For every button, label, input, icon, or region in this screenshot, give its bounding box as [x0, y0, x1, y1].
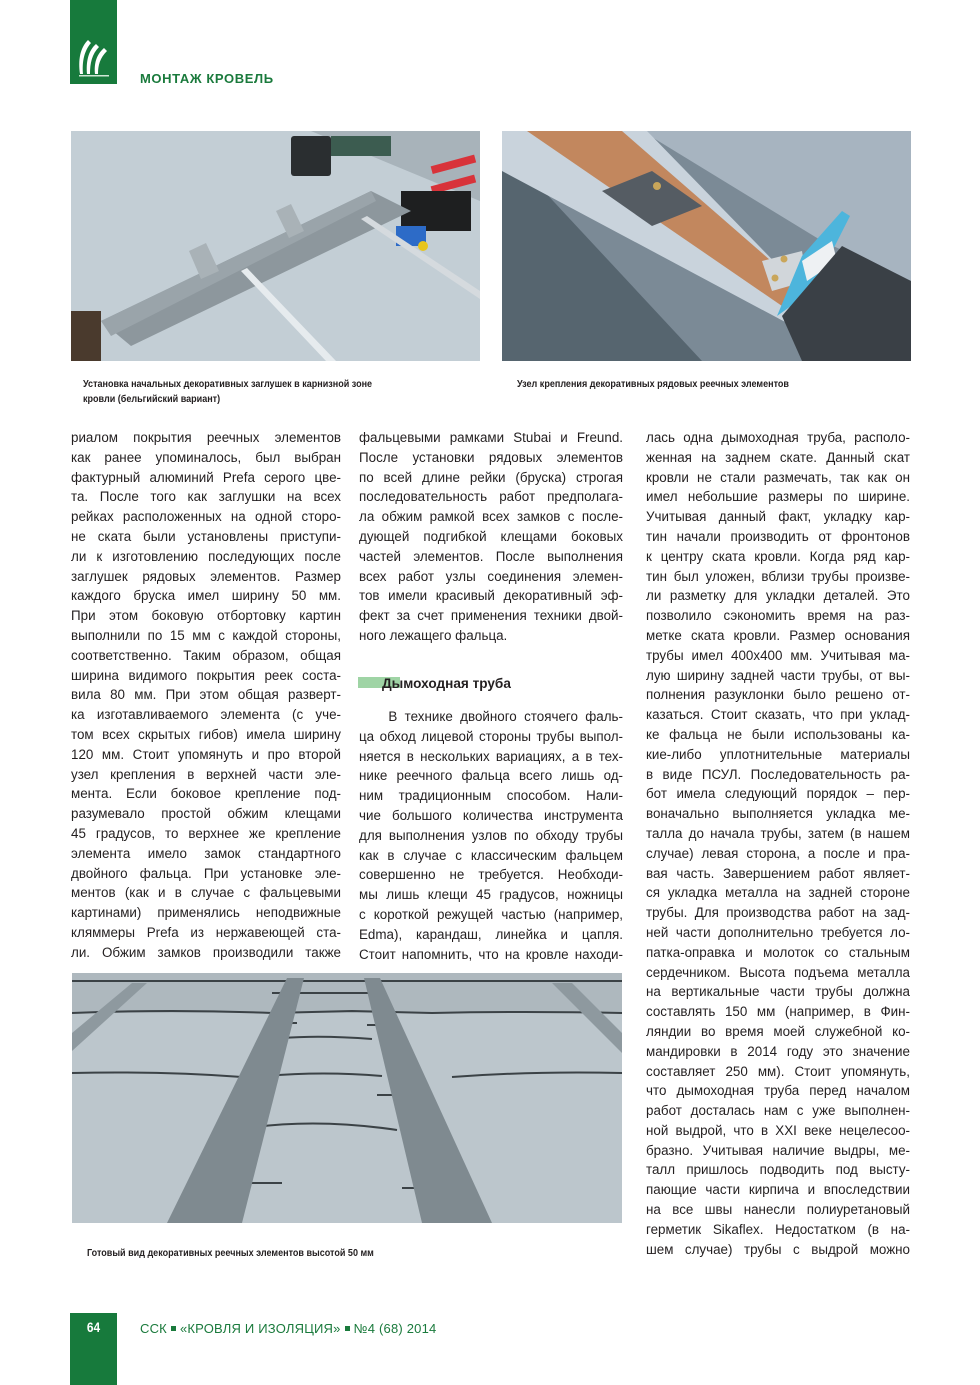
text-line-content: метке ската кровли. Размер основания	[646, 627, 910, 643]
figure-caption-3: Готовый вид декоративных реечных элементов высотой 50 мм	[87, 1247, 374, 1259]
text-line-content: фактурный алюминий Prefa серого цве-	[71, 469, 341, 485]
text-line	[646, 1240, 910, 1260]
text-line	[359, 586, 623, 606]
text-line	[71, 923, 341, 943]
text-line-content: трубы имел 400х400 мм. Учитывая ма-	[646, 647, 910, 663]
text-line-content: лась одна дымоходная труба, располо-	[646, 430, 910, 445]
text-line	[646, 586, 910, 606]
text-line-content: 120 мм. Стоит упомянуть и про второй	[71, 746, 341, 762]
text-line-content: картинами) применялись неподвижные	[71, 905, 341, 921]
text-line-content: ли разметку для укладки деталей. Это	[646, 588, 910, 604]
text-line	[71, 943, 341, 963]
text-line-content: тин был уложен, вблизи трубы произве-	[646, 568, 910, 584]
text-line-content: выполнили по 15 мм с каждой стороны,	[71, 627, 341, 643]
text-line-content: ке фальца не были использованы ка-	[646, 726, 910, 742]
text-line-content: на все швы нанесли полиуретановый	[646, 1202, 910, 1218]
text-line	[71, 745, 341, 765]
text-line	[359, 826, 623, 846]
text-line	[359, 925, 623, 945]
text-line-content: том всех скрытых гибов) имела ширину	[71, 726, 341, 742]
text-line-content: мента. Если боковое крепление под-	[71, 786, 341, 802]
square-bullet-icon	[345, 1326, 350, 1331]
text-line	[359, 707, 623, 727]
text-line-content: лую ширину задней части трубы, от вы-	[646, 667, 910, 683]
text-line-content: кляммеры Prefa из нержавеющей ста-	[71, 924, 341, 940]
text-line-content: женная на заднем скате. Данный скат	[646, 449, 910, 465]
text-line	[646, 1081, 910, 1101]
text-line-content: бразно. Учитывая наличие выдры, ме-	[646, 1142, 910, 1158]
text-line-content: вила 80 мм. При этом общая разверт-	[71, 687, 341, 703]
text-line	[646, 1022, 910, 1042]
text-line-content: герметик Sikaflex. Недостатком (в на-	[646, 1221, 910, 1237]
text-line	[646, 982, 910, 1002]
text-line	[359, 945, 623, 965]
text-line-content: разумевало простой обжим клещами	[71, 806, 341, 822]
text-line	[646, 705, 910, 725]
text-line-content: Учитывая данный факт, укладку кар-	[646, 509, 910, 525]
text-line-content: После установки рядовых элементов	[359, 449, 623, 465]
text-line	[359, 547, 623, 567]
text-line	[646, 547, 910, 567]
text-line	[646, 883, 910, 903]
text-line-content: ней части дополнительно требуется ло-	[646, 924, 910, 940]
text-line	[359, 448, 623, 468]
text-line-content: последовательность работ предполага-	[359, 489, 623, 505]
text-line-content: В технике двойного стоячего фаль-	[359, 709, 623, 724]
text-line-content: составляет 250 мм). Стоит упомянуть,	[646, 1063, 910, 1079]
text-line-content: как ранее упоминалось, был выбран	[71, 449, 341, 465]
text-line-content: ной выдрой, что в XXI веке нецелесоо-	[646, 1122, 910, 1138]
text-line-content: составлять 150 мм (например, в Фин-	[646, 1004, 910, 1020]
text-line-content: пающие части кирпича и впоследствии	[646, 1182, 910, 1198]
text-line	[359, 905, 623, 925]
text-line-content: бот имела следующий порядок – пер-	[646, 786, 910, 802]
text-line	[71, 606, 341, 626]
text-line	[71, 626, 341, 646]
text-line-content: сердечником. Высота подъема металла	[646, 964, 910, 980]
article-column-3	[646, 428, 910, 1259]
text-line-content: тин начали производить от фронтонов	[646, 528, 910, 544]
text-line	[646, 1101, 910, 1121]
text-line-content: частей элементов. После выполнения	[359, 548, 623, 564]
text-line	[71, 883, 341, 903]
text-line	[646, 1121, 910, 1141]
text-line	[71, 784, 341, 804]
subheading-chimney: Дымоходная труба	[382, 676, 511, 691]
figure-caption-1	[83, 377, 470, 407]
text-line	[646, 527, 910, 547]
text-line-content: талл пришлось подводить под высту-	[646, 1162, 910, 1178]
text-line	[71, 428, 341, 448]
text-line	[71, 903, 341, 923]
article-column-2-continued	[359, 707, 623, 964]
text-line	[646, 1180, 910, 1200]
text-line	[646, 1141, 910, 1161]
text-line-content: в виде ПСУЛ. Последовательность ра-	[646, 766, 910, 782]
text-line-content: 45 градусов, то верхнее же крепление	[71, 825, 341, 841]
text-line-content: узел крепления в верхней части эле-	[71, 766, 341, 782]
text-line-content: кие-либо уплотнительные материалы	[646, 746, 910, 762]
text-line	[646, 745, 910, 765]
footer-publisher: ССК	[140, 1321, 167, 1336]
text-line-content: рейках расположенных на одной сторо-	[71, 509, 341, 525]
text-line-content: кровли не стали размечать, так как он	[646, 469, 910, 485]
text-line	[646, 1062, 910, 1082]
text-line-content: работ досталась нам с уже выполнен-	[646, 1103, 910, 1119]
text-line-content: на вертикальные части трубы должна	[646, 984, 910, 1000]
footer-publication-info	[140, 1321, 436, 1336]
text-line-content: по всей длине рейки (бруска) строгая	[359, 469, 623, 485]
text-line	[646, 606, 910, 626]
text-line-content: мандировки в 2014 году это значение	[646, 1043, 910, 1059]
text-line	[71, 507, 341, 527]
text-line	[646, 507, 910, 527]
text-line-content: ментов (как и в случае с фальцевыми	[71, 885, 341, 901]
text-line-content: всех работ узлы соединения элемен-	[359, 568, 623, 584]
text-line	[359, 428, 623, 448]
text-line	[646, 1160, 910, 1180]
text-line	[359, 865, 623, 885]
text-line-content: ла обжим рамкой всех замков с после-	[359, 509, 623, 525]
text-line	[646, 666, 910, 686]
text-line	[646, 1002, 910, 1022]
text-line-content: няется в нескольких вариациях, а в тех-	[359, 748, 623, 764]
text-line-content: мы лишь клещи 45 градусов, ножницы	[359, 887, 623, 903]
text-line	[71, 586, 341, 606]
text-line	[646, 784, 910, 804]
leaf-stripes-logo-icon	[74, 36, 116, 80]
text-line	[359, 885, 623, 905]
text-line	[359, 846, 623, 866]
photo-eave-caps	[71, 131, 480, 361]
text-line	[646, 1042, 910, 1062]
text-line	[71, 804, 341, 824]
text-line	[71, 765, 341, 785]
text-line	[646, 943, 910, 963]
text-line-content: ним традиционным способом. Нали-	[359, 788, 623, 804]
text-line-content: заглушек рядовых элементов. Размер	[71, 568, 341, 584]
text-line	[359, 806, 623, 826]
text-line	[646, 725, 910, 745]
text-line	[71, 705, 341, 725]
text-line-content: с короткой режущей частью (например,	[359, 906, 623, 922]
text-line-content: тов имели красивый декоративный эф-	[359, 588, 623, 604]
square-bullet-icon	[171, 1326, 176, 1331]
text-line	[646, 646, 910, 666]
photo-finished-battens	[72, 973, 622, 1223]
text-line-content: Edma), карандаш, линейка и цапля.	[359, 926, 623, 942]
article-column-2	[359, 428, 623, 646]
text-line-content: талла до начала трубы, затем (в нашем	[646, 825, 910, 841]
text-line	[359, 626, 623, 646]
text-line-content: случае) левая сторона, а после и пра-	[646, 845, 910, 861]
text-line	[646, 963, 910, 983]
text-line-content: для выполнения узлов по обходу трубы	[359, 827, 623, 843]
text-line	[71, 527, 341, 547]
text-line	[359, 727, 623, 747]
text-line	[71, 487, 341, 507]
text-line	[646, 824, 910, 844]
text-line-content: фект за счет применения техники двой-	[359, 608, 623, 624]
text-line-content: позволило сэкономить время на раз-	[646, 608, 910, 624]
text-line-content: фальцевыми рамками Stubai и Freund.	[359, 430, 623, 445]
text-line	[646, 567, 910, 587]
text-line	[646, 864, 910, 884]
text-line-content: ка изготавливаемого элемента (с уче-	[71, 707, 341, 723]
article-column-1	[71, 428, 341, 963]
text-line	[71, 844, 341, 864]
text-line-content: элемента имело замок стандартного	[71, 845, 341, 861]
figure-caption-2: Узел крепления декоративных рядовых реечных элементов	[517, 378, 789, 390]
text-line-content: При этом боковую отбортовку картин	[71, 608, 341, 624]
text-line	[359, 507, 623, 527]
text-line	[646, 626, 910, 646]
text-line	[71, 646, 341, 666]
text-line-content: воначально выполняется укладка ме-	[646, 806, 910, 822]
text-line-content: ся укладка металла на задней стороне	[646, 885, 910, 901]
text-line-content: двойного фальца. При установке эле-	[71, 865, 341, 881]
text-line-content: ширина видимого покрытия реек соста-	[71, 667, 341, 683]
text-line	[359, 527, 623, 547]
section-title: МОНТАЖ КРОВЕЛЬ	[140, 71, 274, 86]
text-line	[71, 448, 341, 468]
text-line	[71, 685, 341, 705]
text-line-content: не ската были установлены приступи-	[71, 528, 341, 544]
text-line	[359, 468, 623, 488]
text-line-content: что дымоходная труба перед началом	[646, 1083, 910, 1099]
text-line	[359, 766, 623, 786]
text-line	[646, 844, 910, 864]
photo-fastening-node	[502, 131, 911, 361]
text-line-content: вая часть. Завершением работ являет-	[646, 865, 910, 881]
text-line-content: как в случае с классическим фальцем	[359, 847, 623, 863]
text-line-content: совершенно не требуется. Необходи-	[359, 867, 623, 883]
text-line-content: ли. Обжим замков производили также	[71, 944, 341, 960]
text-line-content: имел небольшие размеры по ширине.	[646, 489, 910, 505]
text-line-content: та. После того как заглушки на всех	[71, 489, 341, 505]
text-line	[646, 765, 910, 785]
figure-caption-1-line-2: кровли (бельгийский вариант)	[83, 393, 221, 405]
text-line	[71, 666, 341, 686]
text-line-content: трубы. Для производства работ на зад-	[646, 905, 910, 921]
text-line	[359, 747, 623, 767]
text-line	[359, 567, 623, 587]
text-line	[646, 903, 910, 923]
text-line	[71, 824, 341, 844]
text-line	[359, 786, 623, 806]
footer-issue: №4 (68) 2014	[353, 1321, 437, 1336]
text-line-content: полнения разуклонки было решено от-	[646, 687, 910, 703]
text-line-content: чие большого количества инструмента	[359, 807, 623, 823]
text-line	[71, 468, 341, 488]
text-line-content: нике реечного фальца всего лишь од-	[359, 768, 623, 784]
text-line	[646, 804, 910, 824]
text-line-content: патка-оправка и молоток со стальным	[646, 944, 910, 960]
text-line	[359, 487, 623, 507]
text-line	[71, 725, 341, 745]
text-line-content: соответственно. Таким образом, общая	[71, 647, 341, 663]
text-line-content: казаться. Стоит сказать, что при уклад-	[646, 707, 910, 723]
text-line-content: ца обход лицевой стороны трубы выпол-	[359, 728, 623, 744]
page-number: 64	[86, 1319, 101, 1335]
text-line	[646, 685, 910, 705]
text-line-content: ного лежащего фальца.	[359, 627, 508, 643]
text-line	[359, 606, 623, 626]
text-line-content: ляндии во время моей служебной ко-	[646, 1023, 910, 1039]
text-line	[71, 864, 341, 884]
text-line-content: дующей подгибкой клещами боковых	[359, 528, 623, 544]
text-line-content: Стоит напомнить, что на кровле находи-	[359, 946, 623, 962]
text-line	[71, 547, 341, 567]
text-line	[646, 1200, 910, 1220]
text-line-content: шем случае) трубы с выдрой можно	[646, 1241, 910, 1257]
text-line	[646, 1220, 910, 1240]
text-line	[646, 448, 910, 468]
text-line-content: к центру ската кровли. Когда ряд кар-	[646, 548, 910, 564]
text-line	[646, 468, 910, 488]
text-line	[646, 923, 910, 943]
figure-caption-1-line-1: Установка начальных декоративных заглушек в карнизной зоне	[83, 378, 373, 390]
text-line	[71, 567, 341, 587]
footer-magazine: «КРОВЛЯ И ИЗОЛЯЦИЯ»	[179, 1321, 341, 1336]
text-line-content: каждого бруска имел ширину 50 мм.	[71, 588, 341, 604]
text-line-content: ли к изготовлению последующих после	[71, 548, 341, 564]
text-line	[646, 428, 910, 448]
text-line	[646, 487, 910, 507]
text-line-content: риалом покрытия реечных элементов	[71, 430, 341, 445]
